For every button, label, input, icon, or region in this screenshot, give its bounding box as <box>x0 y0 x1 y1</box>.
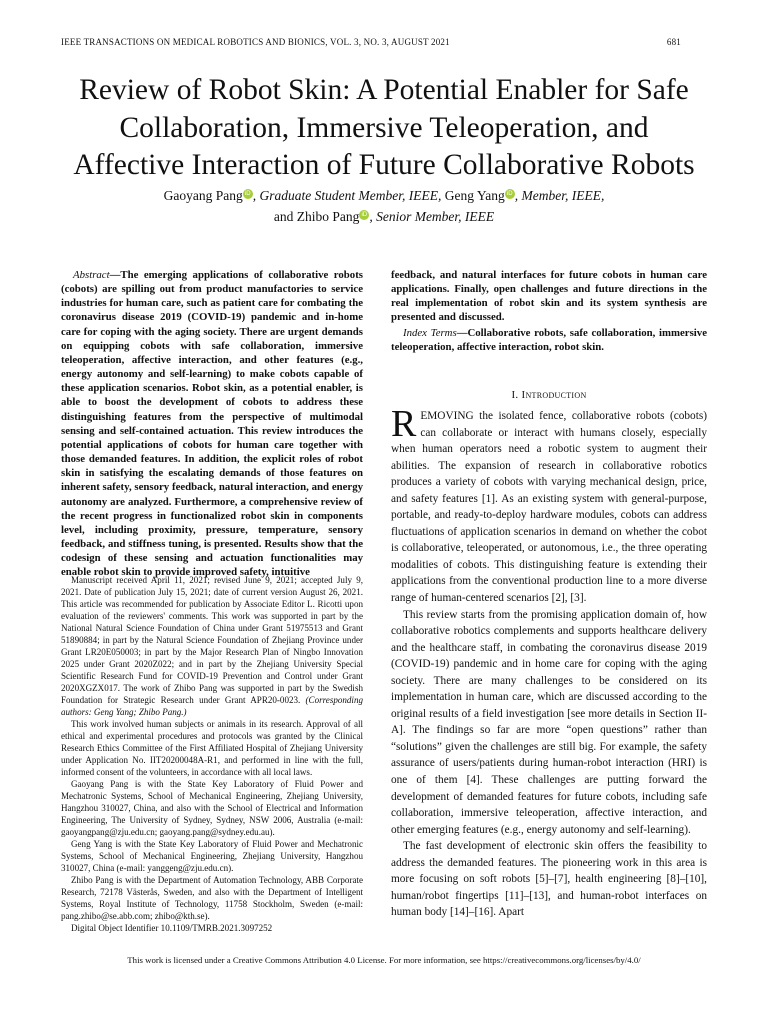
index-terms-body: —Collaborative robots, safe collaboration, immersive teleoperation, affective interaction, robot skin. <box>391 327 707 354</box>
title-line: Collaboration, Immersive Teleoperation, and <box>119 111 649 144</box>
footnote <box>61 574 363 718</box>
paper-title <box>30 72 738 185</box>
author-role: , Member, IEEE, <box>514 188 605 203</box>
section-heading <box>391 389 707 401</box>
abstract <box>61 268 363 579</box>
footnote: Geng Yang is with the State Key Laboratory of Fluid Power and Mechatronic Systems, School of Mechanical Engineering, Zhejiang University, Hangzhou 310027, China (e-mail: yanggeng@zju.edu.cn). <box>61 839 363 873</box>
paragraph <box>391 403 707 607</box>
corresponding-authors: (Corresponding authors: Geng Yang; Zhibo Pang.) <box>61 695 363 717</box>
paragraph-text: EMOVING the isolated fence, collaborative robots (cobots) can collaborate or interact with humans closely, especially when human operators need a robotic system to augment their abilities. The expansion of research in collaborative robotics produces a variety of cobots with varying mechanical design, price, and safety features [1]. As an existing system with general-purpose, portable, and ready-to-deploy hardware modules, cobots can address fluctuations of application scenarios in demand on whether the cobot is collaborative, teleoperated, or autonomous, i.e., the three operating modalities of cobots. This distinguishing feature is extending their applications from the conventional production line to a more diverse range of human-centered scenarios [2], [3]. <box>391 410 707 605</box>
author-role: , Senior Member, IEEE <box>369 209 495 224</box>
section-title: Introduction <box>521 389 587 401</box>
license-notice[interactable]: This work is licensed under a Creative Commons Attribution 4.0 License. For more information, see https://creativecommons.org/licenses/by/4.0/ <box>127 955 641 965</box>
title-line: Affective Interaction of Future Collaborative Robots <box>73 149 695 181</box>
author-line-1 <box>30 185 738 206</box>
author-list <box>30 185 738 227</box>
orcid-icon[interactable]: iD <box>359 210 369 220</box>
page-number: 681 <box>666 37 681 47</box>
author-name: and Zhibo Pang <box>273 209 360 224</box>
author-line-2 <box>30 206 738 227</box>
orcid-icon[interactable]: iD <box>505 189 515 199</box>
footnote: Gaoyang Pang is with the State Key Laboratory of Fluid Power and Mechatronic Systems, School of Mechanical Engineering, Zhejiang University, Hangzhou 310027, China, and also with the School of Electrical and Information Engineering, The University of Sydney, Sydney, NSW 2006, Australia (e-mail: gaoyangpang@zju.edu.cn; gaoyang.pang@sydney.edu.au). <box>61 779 363 837</box>
footnotes <box>61 574 363 934</box>
author-role: , Graduate Student Member, IEEE, <box>252 188 442 203</box>
index-terms <box>391 326 707 354</box>
title-line: Review of Robot Skin: A Potential Enabler for Safe <box>79 74 689 106</box>
paragraph: This review starts from the promising application domain of, how collaborative robotics complements and supports healthcare delivery and the healthcare staff, in combating the coronavirus disease 2019 (COVID-19) pandemic and in home care for coping with the aging society. There are many challenges to be considered on its implementation in human care, which are discussed according to the original results of a field investigation [see more details in Section II-A]. The findings so far are more “open questions” rather than “solutions” given the challenges are still big. For example, the safety assurance of users/patients during human-robot interaction (HRI) is one of them [4]. These challenges are putting forward the development of demanded features for future cobots, including safe collaboration, immersive teleoperation, affective interaction, and other emerging features (e.g., energy autonomy and self-learning). <box>391 608 707 836</box>
section-number: I. <box>511 389 519 401</box>
orcid-icon[interactable]: iD <box>243 189 253 199</box>
introduction-body <box>391 403 707 921</box>
footnote-text: Manuscript received April 11, 2021; revised June 9, 2021; accepted July 9, 2021. Date of publication July 15, 2021; date of current version August 26, 2021. This article was recommended for publication by Associate Editor L. Ricotti upon evaluation of the reviewers' comments. This work was supported in part by the National Natural Science Foundation of China under Grant 51975513 and Grant 51890884; in part by the Natural Science Foundation of Zhejiang Province under Grant LR20E050003; in part by the Major Research Plan of Ningbo Innovation 2025 under Grant 2020Z022; and in part by the Zhejiang University Special Scientific Research Fund for COVID-19 Prevention and Control under Grant 2020XGZX017. The work of Zhibo Pang was supported in part by the Swedish Foundation for Strategic Research under Grant APR20-0023. <box>61 575 363 705</box>
abstract-continued: feedback, and natural interfaces for future cobots in human care applications. Finally, open challenges and future directions in the real implementation of robot skin and its system synthesis are presented and discussed. <box>391 269 707 324</box>
paragraph: The fast development of electronic skin offers the feasibility to address the demanded features. The pioneering work in this area is more focusing on soft robots [5]–[7], health engineering [8]–[10], human/robot fingertips [11]–[13], and human-robot interfaces on human body [14]–[16]. Apart <box>391 840 707 919</box>
doi[interactable]: Digital Object Identifier 10.1109/TMRB.2021.3097252 <box>71 923 273 933</box>
footnote: This work involved human subjects or animals in its research. Approval of all ethical and experimental procedures and protocols was granted by the Clinical Research Ethics Committee of the First Affiliated Hospital of Zhejiang University under Application No. IIT20200048A-R1, and performed in line with the full, informed consent of the volunteers, in accordance with all local laws. <box>61 719 363 777</box>
index-terms-label: Index Terms <box>403 327 457 339</box>
abstract-body: —The emerging applications of collaborative robots (cobots) are spilling out from product manufactories to service industries for human care, such as patient care for combating the coronavirus disease 2019 (COVID-19) pandemic and in-home care for coping with the aging society. There are urgent demands on equipping cobots with safe collaboration, immersive teleoperation, affective interaction, and other features (e.g., energy autonomy and self-learning) to make cobots capable of these application scenarios. Robot skin, as a potential enabler, is able to boost the development of cobots to address these distinguishing features from the perspective of multimodal sensing and self-contained actuation. This review introduces the potential applications of cobots for human care together with those demanded features. In addition, the explicit roles of robot skin in satisfying the escalating demands of those features on inherent safety, sensory feedback, natural interaction, and energy autonomy are analyzed. Furthermore, a comprehensive review of the recent progress in functionalized robot skin in components level, including proximity, pressure, temperature, sensory feedback, and stiffness tuning, is presented. Results show that the codesign of these sensing and actuation functionalities may enable robot skin to provide improved safety, intuitive <box>61 269 363 579</box>
running-header <box>61 37 681 47</box>
footnote: Zhibo Pang is with the Department of Automation Technology, ABB Corporate Research, 72178 Västerås, Sweden, and also with the Department of Intelligent Systems, Royal Institute of Technology, 11758 Stockholm, Sweden (e-mail: pang.zhibo@se.abb.com; zhibo@kth.se). <box>61 875 363 921</box>
author-name: Gaoyang Pang <box>163 188 243 203</box>
abstract-label: Abstract <box>73 269 110 281</box>
drop-cap: R <box>391 403 417 445</box>
author-name: Geng Yang <box>441 188 505 203</box>
journal-name: IEEE TRANSACTIONS ON MEDICAL ROBOTICS AND BIONICS, VOL. 3, NO. 3, AUGUST 2021 <box>61 37 450 47</box>
